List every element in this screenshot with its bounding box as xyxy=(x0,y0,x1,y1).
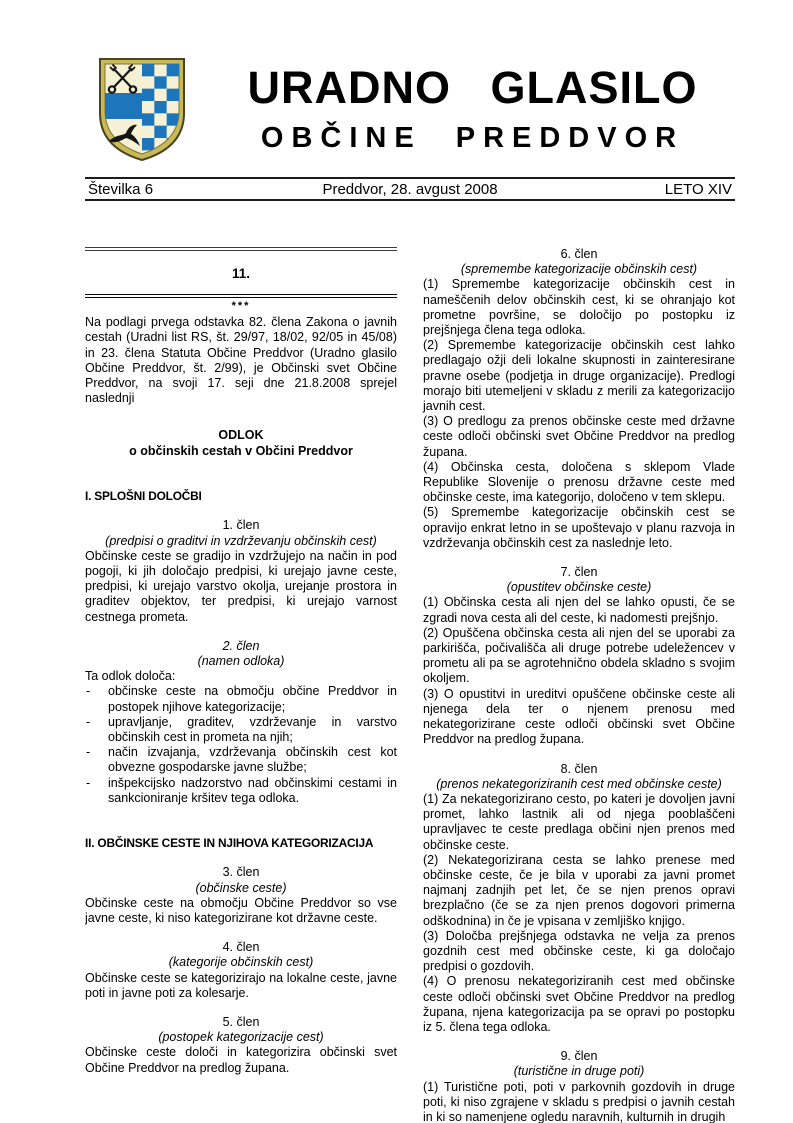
right-column xyxy=(423,247,735,1123)
article-paragraph: (1) Za nekategorizirano cesto, po kateri je dovoljen javni promet, lahko lastnik ali od njega pooblaščeni upravljavec te ceste predlaga občini njen prenos med občinske ceste. xyxy=(423,791,735,852)
article-number: 9. člen xyxy=(560,1049,598,1064)
issue-bar xyxy=(85,177,735,201)
gazette-subtitle: OBČINE PREDDVOR xyxy=(260,122,685,155)
list-item-text: inšpekcijsko nadzorstvo nad občinskimi cestami in sankcioniranje kršitev tega odloka. xyxy=(108,775,397,805)
issue-date: Preddvor, 28. avgust 2008 xyxy=(322,180,498,198)
article-subtitle: (predpisi o graditvi in vzdrževanju občinskih cest) xyxy=(105,533,377,548)
article-3 xyxy=(85,865,397,926)
article-paragraph: (2) Spremembe kategorizacije občinskih cest lahko predlagajo ožji deli lokalne skupnosti in zainteresirane pravne osebe (podjetja in druge organizacije). Predlogi morajo biti utemeljeni v skladu z merili za kategorizacijo javnih cest. xyxy=(423,338,735,414)
article-subtitle: (kategorije občinskih cest) xyxy=(168,955,314,970)
article-number: 5. člen xyxy=(222,1014,260,1029)
list-item-text: upravljanje, graditev, vzdrževanje in varstvo občinskih cest in prometa na njih; xyxy=(108,714,397,745)
article-number: 1. člen xyxy=(222,518,260,533)
decree-title-block xyxy=(85,428,397,459)
blue-band xyxy=(105,93,142,119)
list-item xyxy=(85,715,397,745)
gazette-title: URADNO GLASILO xyxy=(247,62,698,113)
article-paragraph: (4) O prenosu nekategoriziranih cest med občinske ceste odloči občinski svet Občine Preddvor na predlog župana, njena kategorizacija pa se opravi po postopku iz 5. člena tega odloka. xyxy=(423,974,735,1034)
article-subtitle: (spremembe kategorizacije občinskih cest) xyxy=(460,262,698,277)
list-item xyxy=(85,684,397,714)
dash-marker: - xyxy=(86,684,91,699)
article-4 xyxy=(85,940,397,1001)
article-number: 6. člen xyxy=(560,247,598,261)
article-7 xyxy=(423,565,735,747)
dash-marker: - xyxy=(86,745,91,760)
list-item xyxy=(85,745,397,775)
article-number: 8. člen xyxy=(560,761,598,776)
article-subtitle: (prenos nekategoriziranih cest med občinske ceste) xyxy=(436,776,722,791)
masthead-title xyxy=(205,64,740,154)
article-lead: Ta odlok določa: xyxy=(85,669,176,684)
article-subtitle: (postopek kategorizacije cest) xyxy=(158,1030,324,1045)
document-body xyxy=(85,247,735,1123)
article-number: 7. člen xyxy=(560,565,598,580)
issue-year: LETO XIV xyxy=(664,180,733,198)
separator-rule-top xyxy=(85,247,397,251)
item-number: 11. xyxy=(231,266,251,281)
article-subtitle: (opustitev občinske ceste) xyxy=(506,580,652,595)
issue-number: Številka 6 xyxy=(88,180,154,198)
decree-subtitle: o občinskih cestah v Občini Preddvor xyxy=(129,443,353,458)
article-paragraph: Občinske ceste se gradijo in vzdržujejo na način in pod pogoji, ki jih določajo predpisi, ki urejajo javne ceste, predpisi, ki urejajo varstvo okolja, urejanje prostora in graditev objektov, ter predpisi, ki urejajo varnost cestnega prometa. xyxy=(85,548,397,624)
list-item-text: način izvajanja, vzdrževanja občinskih cest kot obvezne gospodarske javne službe; xyxy=(108,745,397,775)
article-9 xyxy=(423,1049,735,1123)
article-paragraph: (3) Določba prejšnjega odstavka ne velja za prenos gozdnih cest med občinske ceste, ki ga določajo predpisi o gozdovih. xyxy=(423,928,735,974)
article-subtitle: (namen odloka) xyxy=(197,654,285,669)
dash-marker: - xyxy=(86,714,91,729)
article-paragraph: Občinske ceste se kategorizirajo na lokalne ceste, javne poti in javne poti za kolesarje. xyxy=(85,970,397,1000)
article-paragraph: (3) O opustitvi in ureditvi opuščene občinske ceste ali njenega dela ter o njenem prenosu med nekategorizirane ceste odloči občinski svet Občine Preddvor na predlog župana. xyxy=(423,686,735,747)
article-paragraph: (4) Občinska cesta, določena s sklepom Vlade Republike Slovenije o prenosu državne ceste med občinske ceste, ima kategorijo, določeno v tem sklepu. xyxy=(423,459,735,505)
article-subtitle: (turistične in druge poti) xyxy=(513,1064,645,1079)
dash-marker: - xyxy=(86,775,91,790)
coat-of-arms xyxy=(96,55,188,165)
stars-separator: *** xyxy=(231,300,251,313)
preamble: Na podlagi prvega odstavka 82. člena Zakona o javnih cestah (Uradni list RS, št. 29/97, 18/02, 92/05 in 45/08) in 23. člena Statuta Občine Preddvor (Uradno glasilo Občine Preddvor, št. 2/99), je Občinski svet Občine Preddvor, na svoji 17. seji dne 21.8.2008 sprejel naslednji xyxy=(85,315,397,406)
article-8 xyxy=(423,762,735,1036)
article-paragraph: Občinske ceste na območju Občine Preddvor so vse javne ceste, ki niso kategorizirane kot državne ceste. xyxy=(85,895,397,925)
article-paragraph: (3) O predlogu za prenos občinske ceste med državne ceste odloči občinski svet Občine Preddvor na predlog župana. xyxy=(423,414,735,459)
separator-rule-bottom xyxy=(85,294,397,298)
article-number: 4. člen xyxy=(222,940,260,955)
article-1 xyxy=(85,518,397,624)
article-paragraph: (1) Turistične poti, poti v parkovnih gozdovih in druge poti, ki niso zgrajene v skladu s predpisi o javnih cestah in ki so namenjene ogledu naravnih, kulturnih in drugih xyxy=(423,1079,735,1123)
article-2 xyxy=(85,639,397,806)
article-paragraph: (2) Nekategorizirana cesta se lahko prenese med občinske ceste, če je bila v uporabi za javni promet najmanj zadnjih pet let, če se njen prenos opravi brezplačno (če se za njen prenos dogovori primerna odškodnina) in če je vpisana v zemljiško knjigo. xyxy=(423,852,735,928)
article-6 xyxy=(423,247,735,551)
left-column xyxy=(85,247,397,1123)
article-paragraph: Občinske ceste določi in kategorizira občinski svet Občine Preddvor na predlog župana. xyxy=(85,1045,397,1075)
article-paragraph: (1) Občinska cesta ali njen del se lahko opusti, če se zgradi nova cesta ali del ceste, ki nadomesti prejšnjo. xyxy=(423,595,735,625)
article-number: 3. člen xyxy=(222,865,260,880)
list-item xyxy=(85,776,397,806)
list-item-text: občinske ceste na območju občine Preddvor in postopek njihove kategorizacije; xyxy=(108,684,397,714)
chapter-2-heading: II. OBČINSKE CESTE IN NJIHOVA KATEGORIZACIJA xyxy=(85,836,374,851)
article-paragraph: (5) Spremembe kategorizacije občinskih cest se opravijo enkrat letno in se upoštevajo v planu razvoja in vzdrževanja občinskih cest za naslednje leto. xyxy=(423,505,735,550)
chapter-1-heading: I. SPLOŠNI DOLOČBI xyxy=(85,489,202,504)
article-5 xyxy=(85,1015,397,1076)
decree-title: ODLOK xyxy=(218,428,264,443)
article-subtitle: (občinske ceste) xyxy=(195,880,287,895)
article-paragraph: (2) Opuščena občinska cesta ali njen del se uporabi za parkirišča, počivališča ali druge potrebe udeležencev v prometu ali pa se agrotehnično obdela skladno s svojim okoljem. xyxy=(423,625,735,686)
article-number: 2. člen xyxy=(222,638,260,653)
article-paragraph: (1) Spremembe kategorizacije občinskih cest in nameščenih delov občinskih cest, ki se ohranjajo kot prometne površine, se določijo po postopku iz prejšnjega člena tega odloka. xyxy=(423,277,735,338)
